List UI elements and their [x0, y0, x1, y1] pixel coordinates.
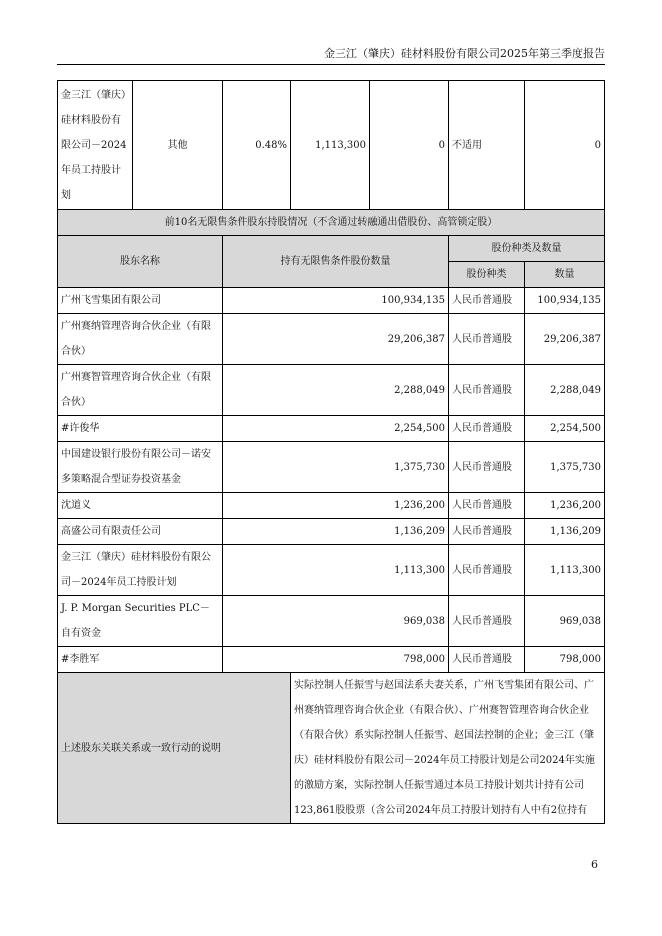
- shareholder-table: [57, 80, 605, 824]
- table-row: [58, 288, 605, 314]
- share-amount: 2,254,500: [525, 416, 605, 442]
- section-title-row: [58, 210, 605, 236]
- share-amount: 1,375,730: [525, 442, 605, 493]
- unrestricted-qty: 1,375,730: [223, 442, 449, 493]
- shareholder-name: 沈道义: [58, 493, 223, 519]
- share-class: 人民币普通股: [449, 288, 525, 314]
- unrestricted-qty: 1,136,209: [223, 519, 449, 545]
- header-share-class: 股份种类: [449, 262, 525, 288]
- unrestricted-qty: 1,113,300: [223, 545, 449, 596]
- unrestricted-qty: 969,038: [223, 596, 449, 647]
- header-row: [58, 236, 605, 262]
- section-title: 前10名无限售条件股东持股情况（不含通过转融通出借股份、高管锁定股）: [58, 210, 605, 236]
- share-amount: 798,000: [525, 647, 605, 673]
- share-amount: 1,136,209: [525, 519, 605, 545]
- share-class: 人民币普通股: [449, 647, 525, 673]
- header-rule: [57, 64, 605, 65]
- table-row: [58, 596, 605, 647]
- page-header: 金三江（肇庆）硅材料股份有限公司2025年第三季度报告: [324, 47, 605, 60]
- share-class: 人民币普通股: [449, 596, 525, 647]
- holding-ratio: 0.48%: [223, 81, 291, 210]
- share-amount: 2,288,049: [525, 365, 605, 416]
- shareholder-name: #李胜军: [58, 647, 223, 673]
- unrestricted-qty: 2,254,500: [223, 416, 449, 442]
- table-row: [58, 647, 605, 673]
- shareholder-name: 广州赛纳管理咨询合伙企业（有限合伙）: [58, 314, 223, 365]
- unrestricted-qty: 798,000: [223, 647, 449, 673]
- table-row: [58, 365, 605, 416]
- table-row: [58, 416, 605, 442]
- shareholder-name: 高盛公司有限责任公司: [58, 519, 223, 545]
- header-shareholder-name: 股东名称: [58, 236, 223, 288]
- table-row: [58, 519, 605, 545]
- shareholder-name: 金三江（肇庆）硅材料股份有限公司－2024年员工持股计划: [58, 81, 133, 210]
- relation-row: [58, 673, 605, 824]
- unrestricted-qty: 29,206,387: [223, 314, 449, 365]
- shareholder-name: 金三江（肇庆）硅材料股份有限公司－2024年员工持股计划: [58, 545, 223, 596]
- share-class: 人民币普通股: [449, 545, 525, 596]
- share-class: 人民币普通股: [449, 314, 525, 365]
- shareholder-nature: 其他: [133, 81, 223, 210]
- table-row: [58, 442, 605, 493]
- table-row: [58, 314, 605, 365]
- share-amount: 100,934,135: [525, 288, 605, 314]
- share-amount: 969,038: [525, 596, 605, 647]
- unrestricted-qty: 2,288,049: [223, 365, 449, 416]
- share-amount: 29,206,387: [525, 314, 605, 365]
- pledge-quantity: 0: [525, 81, 605, 210]
- unrestricted-qty: 1,236,200: [223, 493, 449, 519]
- shareholder-name: J. P. Morgan Securities PLC－自有资金: [58, 596, 223, 647]
- shareholder-name: 广州飞雪集团有限公司: [58, 288, 223, 314]
- share-class: 人民币普通股: [449, 519, 525, 545]
- shareholder-name: 中国建设银行股份有限公司－诺安多策略混合型证券投资基金: [58, 442, 223, 493]
- share-amount: 1,236,200: [525, 493, 605, 519]
- shareholder-name: #许俊华: [58, 416, 223, 442]
- holding-shares: 1,113,300: [291, 81, 370, 210]
- header-share-class-group: 股份种类及数量: [449, 236, 605, 262]
- unrestricted-qty: 100,934,135: [223, 288, 449, 314]
- table-row: [58, 81, 605, 210]
- table-row: [58, 493, 605, 519]
- header-unrestricted-qty: 持有无限售条件股份数量: [223, 236, 449, 288]
- pledge-status: 不适用: [449, 81, 525, 210]
- header-quantity: 数量: [525, 262, 605, 288]
- relation-text: 实际控制人任振雪与赵国法系夫妻关系，广州飞雪集团有限公司、广州赛纳管理咨询合伙企业（有限合伙）、广州赛智管理咨询合伙企业（有限合伙）系实际控制人任振雪、赵国法控制的企业；金三江（肇庆）硅材料股份有限公司－2024年员工持股计划是公司2024年实施的激励方案，实际控制人任振雪通过本员工持股计划共计持有公司123,861股股票（含公司2024年员工持股计划持有人中有2位持有: [291, 673, 605, 824]
- share-class: 人民币普通股: [449, 442, 525, 493]
- share-amount: 1,113,300: [525, 545, 605, 596]
- shareholder-name: 广州赛智管理咨询合伙企业（有限合伙）: [58, 365, 223, 416]
- share-class: 人民币普通股: [449, 416, 525, 442]
- table-row: [58, 545, 605, 596]
- share-class: 人民币普通股: [449, 493, 525, 519]
- share-class: 人民币普通股: [449, 365, 525, 416]
- relation-label: 上述股东关联关系或一致行动的说明: [58, 673, 291, 824]
- page-number: 6: [591, 858, 598, 871]
- restricted-shares: 0: [370, 81, 449, 210]
